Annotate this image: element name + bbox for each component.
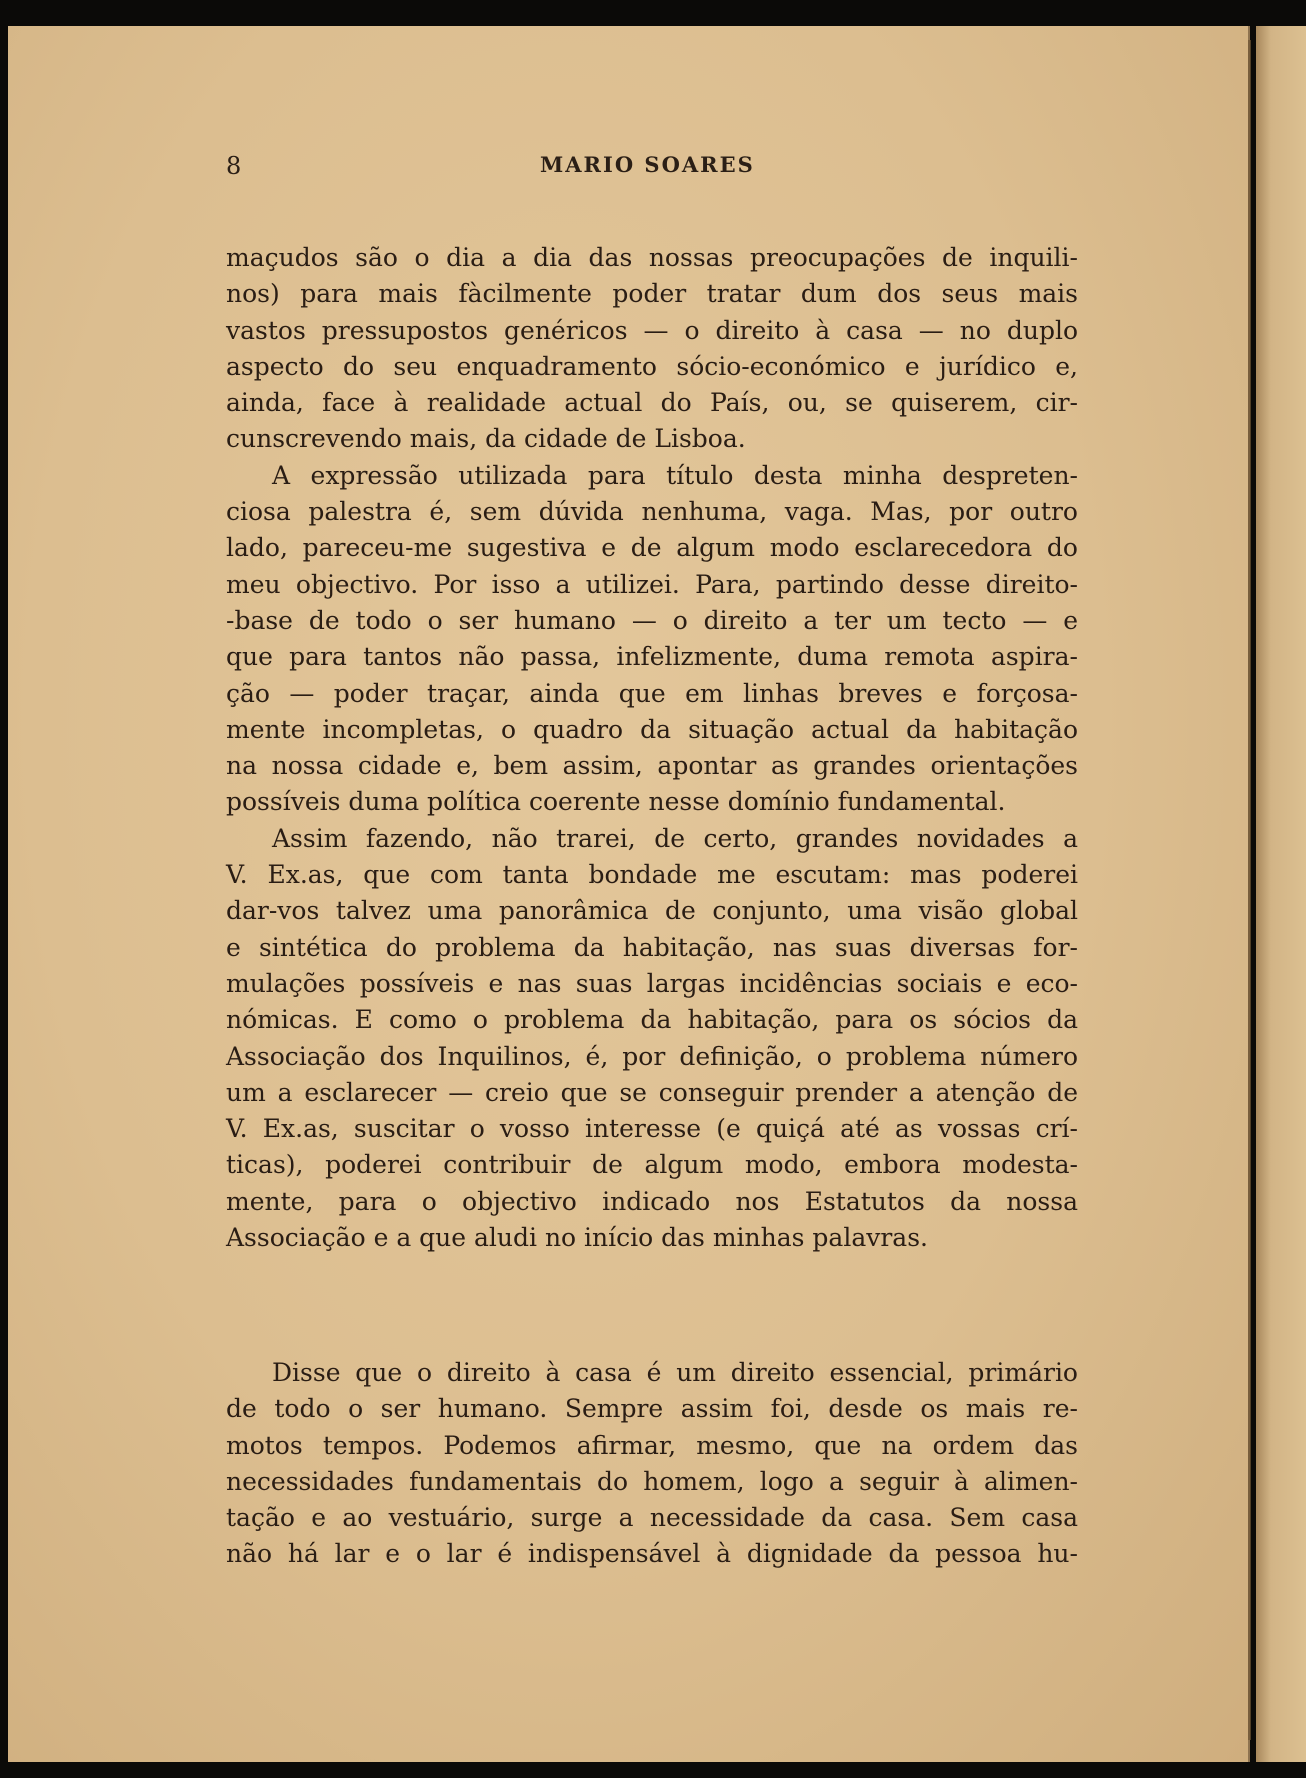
text-line: e sintética do problema da habitação, nas suas diversas for- [226, 932, 1078, 962]
text-line: V. Ex.as, que com tanta bondade me escutam: mas poderei [226, 860, 1078, 890]
text-line: -base de todo o ser humano — o direito a ter um tecto — e [226, 605, 1078, 635]
running-head: MARIO SOARES [540, 152, 755, 177]
text-line: A expressão utilizada para título desta minha despreten- [272, 460, 1078, 490]
text-line: Assim fazendo, não trarei, de certo, grandes novidades a [272, 823, 1078, 853]
text-line: não há lar e o lar é indispensável à dignidade da pessoa hu- [226, 1539, 1078, 1569]
text-line: aspecto do seu enquadramento sócio-económico e jurídico e, [226, 351, 1078, 381]
text-line: de todo o ser humano. Sempre assim foi, desde os mais re- [226, 1394, 1078, 1424]
page-number: 8 [226, 152, 242, 180]
text-line: meu objectivo. Por isso a utilizei. Para, partindo desse direito- [226, 569, 1078, 599]
text-line: nómicas. E como o problema da habitação, para os sócios da [226, 1005, 1078, 1035]
text-line: V. Ex.as, suscitar o vosso interesse (e quiçá até as vossas crí- [226, 1114, 1078, 1144]
text-line: um a esclarecer — creio que se conseguir prender a atenção de [226, 1077, 1078, 1107]
text-line: ção — poder traçar, ainda que em linhas breves e forçosa- [226, 678, 1078, 708]
text-line: vastos pressupostos genéricos — o direito à casa — no duplo [226, 315, 1078, 345]
next-page-edge [1256, 26, 1306, 1762]
text-line: na nossa cidade e, bem assim, apontar as grandes orientações [226, 751, 1078, 781]
text-line: ciosa palestra é, sem dúvida nenhuma, vaga. Mas, por outro [226, 497, 1078, 527]
text-line: maçudos são o dia a dia das nossas preocupações de inquili- [226, 243, 1078, 272]
text-line: que para tantos não passa, infelizmente, duma remota aspira- [226, 642, 1078, 672]
text-line: mulações possíveis e nas suas largas incidências sociais e eco- [226, 968, 1078, 998]
text-line: motos tempos. Podemos afirmar, mesmo, que na ordem das [226, 1430, 1078, 1460]
paragraph-3 [226, 821, 1078, 1257]
text-line: Disse que o direito à casa é um direito essencial, primário [272, 1358, 1078, 1387]
text-line: ainda, face à realidade actual do País, ou, se quiserem, cir- [226, 388, 1078, 418]
text-line: dar-vos talvez uma panorâmica de conjunto, uma visão global [226, 896, 1078, 926]
text-line: lado, pareceu-me sugestiva e de algum modo esclarecedora do [226, 533, 1078, 563]
paragraph-2 [226, 458, 1078, 821]
text-line: tação e ao vestuário, surge a necessidade da casa. Sem casa [226, 1503, 1078, 1533]
text-line: mente, para o objectivo indicado nos Estatutos da nossa [226, 1186, 1078, 1216]
text-line: ticas), poderei contribuir de algum modo, embora modesta- [226, 1150, 1078, 1180]
body-text-lower [226, 1355, 1078, 1573]
text-line: mente incompletas, o quadro da situação actual da habitação [226, 714, 1078, 744]
text-line: Associação dos Inquilinos, é, por definição, o problema número [226, 1041, 1078, 1071]
text-line: cunscrevendo mais, da cidade de Lisboa. [226, 424, 746, 454]
body-text-upper [226, 240, 1078, 1256]
text-line: necessidades fundamentais do homem, logo a seguir à alimen- [226, 1466, 1078, 1496]
text-line: possíveis duma política coerente nesse domínio fundamental. [226, 787, 1006, 817]
text-line: Associação e a que aludi no início das minhas palavras. [226, 1223, 928, 1253]
text-line: nos) para mais fàcilmente poder tratar dum dos seus mais [226, 279, 1078, 309]
page-gutter [1248, 40, 1251, 1740]
paragraph-4 [226, 1355, 1078, 1573]
paragraph-1 [226, 240, 1078, 458]
